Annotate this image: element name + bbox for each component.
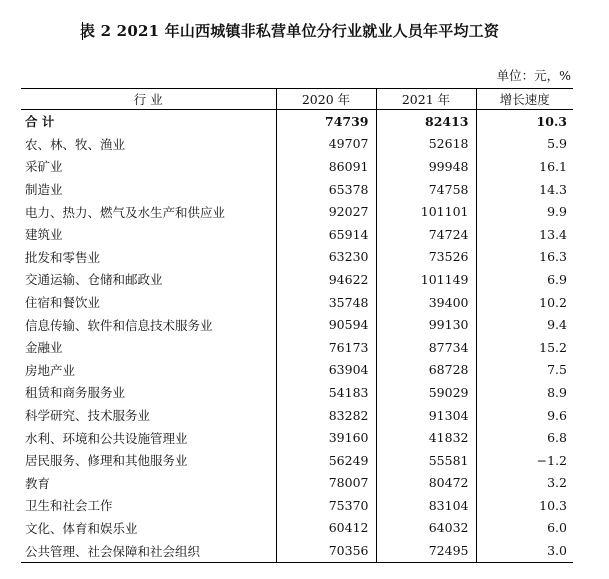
value-2021-cell: 52618 [376,133,476,156]
growth-cell: 9.6 [476,404,573,427]
industry-cell: 科学研究、技术服务业 [25,408,151,424]
growth-cell: 6.8 [476,426,573,449]
table-row [21,133,573,156]
growth-cell: 10.2 [476,291,573,314]
value-2021-cell: 83104 [376,494,476,517]
value-2020-cell: 76173 [276,336,376,359]
growth-cell: 6.0 [476,517,573,540]
table-row [21,223,573,246]
industry-cell: 文化、体育和娱乐业 [25,520,138,536]
growth-cell: 3.0 [476,539,573,562]
growth-cell: 16.1 [476,155,573,178]
industry-cell: 建筑业 [25,227,63,243]
value-2021-cell: 99130 [376,313,476,336]
industry-cell: 居民服务、修理和其他服务业 [25,453,188,469]
industry-cell: 交通运输、仓储和邮政业 [25,272,163,288]
value-2021-cell: 39400 [376,291,476,314]
value-2020-cell: 65914 [276,223,376,246]
value-2021-cell: 91304 [376,404,476,427]
value-2020-cell: 65378 [276,178,376,201]
industry-cell: 公共管理、社会保障和社会组织 [21,539,276,562]
industry-cell: 采矿业 [25,159,63,175]
table-header-row [21,89,573,110]
table-row [21,200,573,223]
value-2020-cell: 90594 [276,313,376,336]
value-2020-cell: 75370 [276,494,376,517]
header-industry: 行 业 [21,89,276,110]
value-2021-cell: 74758 [376,178,476,201]
value-2020-cell: 92027 [276,200,376,223]
table-row [21,246,573,269]
table-title: 表 2 2021 年山西城镇非私营单位分行业就业人员年平均工资 [80,22,500,40]
value-2020-cell: 63230 [276,246,376,269]
growth-cell: −1.2 [476,449,573,472]
growth-cell: 16.3 [476,246,573,269]
value-2020-cell: 56249 [276,449,376,472]
header-growth: 增长速度 [476,89,573,110]
value-2020-cell: 83282 [276,404,376,427]
value-2020-cell: 54183 [276,381,376,404]
table-row [21,268,573,291]
value-2020-cell: 86091 [276,155,376,178]
value-2021-cell: 101149 [376,268,476,291]
industry-cell: 水利、环境和公共设施管理业 [25,430,188,446]
value-2020-cell: 70356 [276,539,376,562]
value-2021-cell: 82413 [376,110,476,133]
value-2021-cell: 87734 [376,336,476,359]
growth-cell: 15.2 [476,336,573,359]
value-2020-cell: 74739 [276,110,376,133]
growth-cell: 9.4 [476,313,573,336]
industry-cell: 房地产业 [25,362,76,378]
growth-cell: 5.9 [476,133,573,156]
industry-cell: 制造业 [25,182,63,198]
value-2021-cell: 74724 [376,223,476,246]
table-row [21,313,573,336]
growth-cell: 9.9 [476,200,573,223]
industry-cell: 信息传输、软件和信息技术服务业 [25,317,213,333]
growth-cell: 13.4 [476,223,573,246]
industry-cell: 金融业 [25,340,63,356]
wage-table [21,88,573,563]
table-row [21,336,573,359]
industry-cell: 批发和零售业 [25,249,101,265]
growth-cell: 3.2 [476,472,573,495]
industry-cell: 教育 [25,475,51,491]
table-row [21,517,573,540]
table-row [21,178,573,201]
value-2020-cell: 63904 [276,359,376,382]
table-row [21,359,573,382]
table-row [21,291,573,314]
value-2020-cell: 35748 [276,291,376,314]
unit-label: 单位：元，% [496,68,571,83]
total-row [21,110,573,133]
growth-cell: 8.9 [476,381,573,404]
growth-cell: 6.9 [476,268,573,291]
industry-cell: 住宿和餐饮业 [25,295,101,311]
value-2020-cell: 39160 [276,426,376,449]
value-2021-cell: 80472 [376,472,476,495]
growth-cell: 10.3 [476,110,573,133]
value-2021-cell: 73526 [376,246,476,269]
table-row [21,404,573,427]
table-row [21,494,573,517]
value-2021-cell: 59029 [376,381,476,404]
value-2021-cell: 99948 [376,155,476,178]
table-row [21,539,573,562]
table-body [21,110,573,563]
industry-cell: 租赁和商务服务业 [25,385,126,401]
value-2020-cell: 49707 [276,133,376,156]
header-2021: 2021 年 [376,89,476,110]
growth-cell: 7.5 [476,359,573,382]
header-2020: 2020 年 [276,89,376,110]
table-row [21,381,573,404]
value-2020-cell: 94622 [276,268,376,291]
value-2021-cell: 72495 [376,539,476,562]
value-2021-cell: 55581 [376,449,476,472]
industry-cell: 电力、热力、燃气及水生产和供应业 [25,204,226,220]
value-2021-cell: 68728 [376,359,476,382]
industry-cell: 农、林、牧、渔业 [25,136,126,152]
value-2020-cell: 60412 [276,517,376,540]
growth-cell: 10.3 [476,494,573,517]
growth-cell: 14.3 [476,178,573,201]
table-row [21,155,573,178]
value-2021-cell: 64032 [376,517,476,540]
industry-cell: 卫生和社会工作 [25,498,113,514]
table-row [21,449,573,472]
industry-cell: 合 计 [25,114,55,130]
value-2021-cell: 101101 [376,200,476,223]
value-2020-cell: 78007 [276,472,376,495]
table-row [21,472,573,495]
table-row [21,426,573,449]
value-2021-cell: 41832 [376,426,476,449]
